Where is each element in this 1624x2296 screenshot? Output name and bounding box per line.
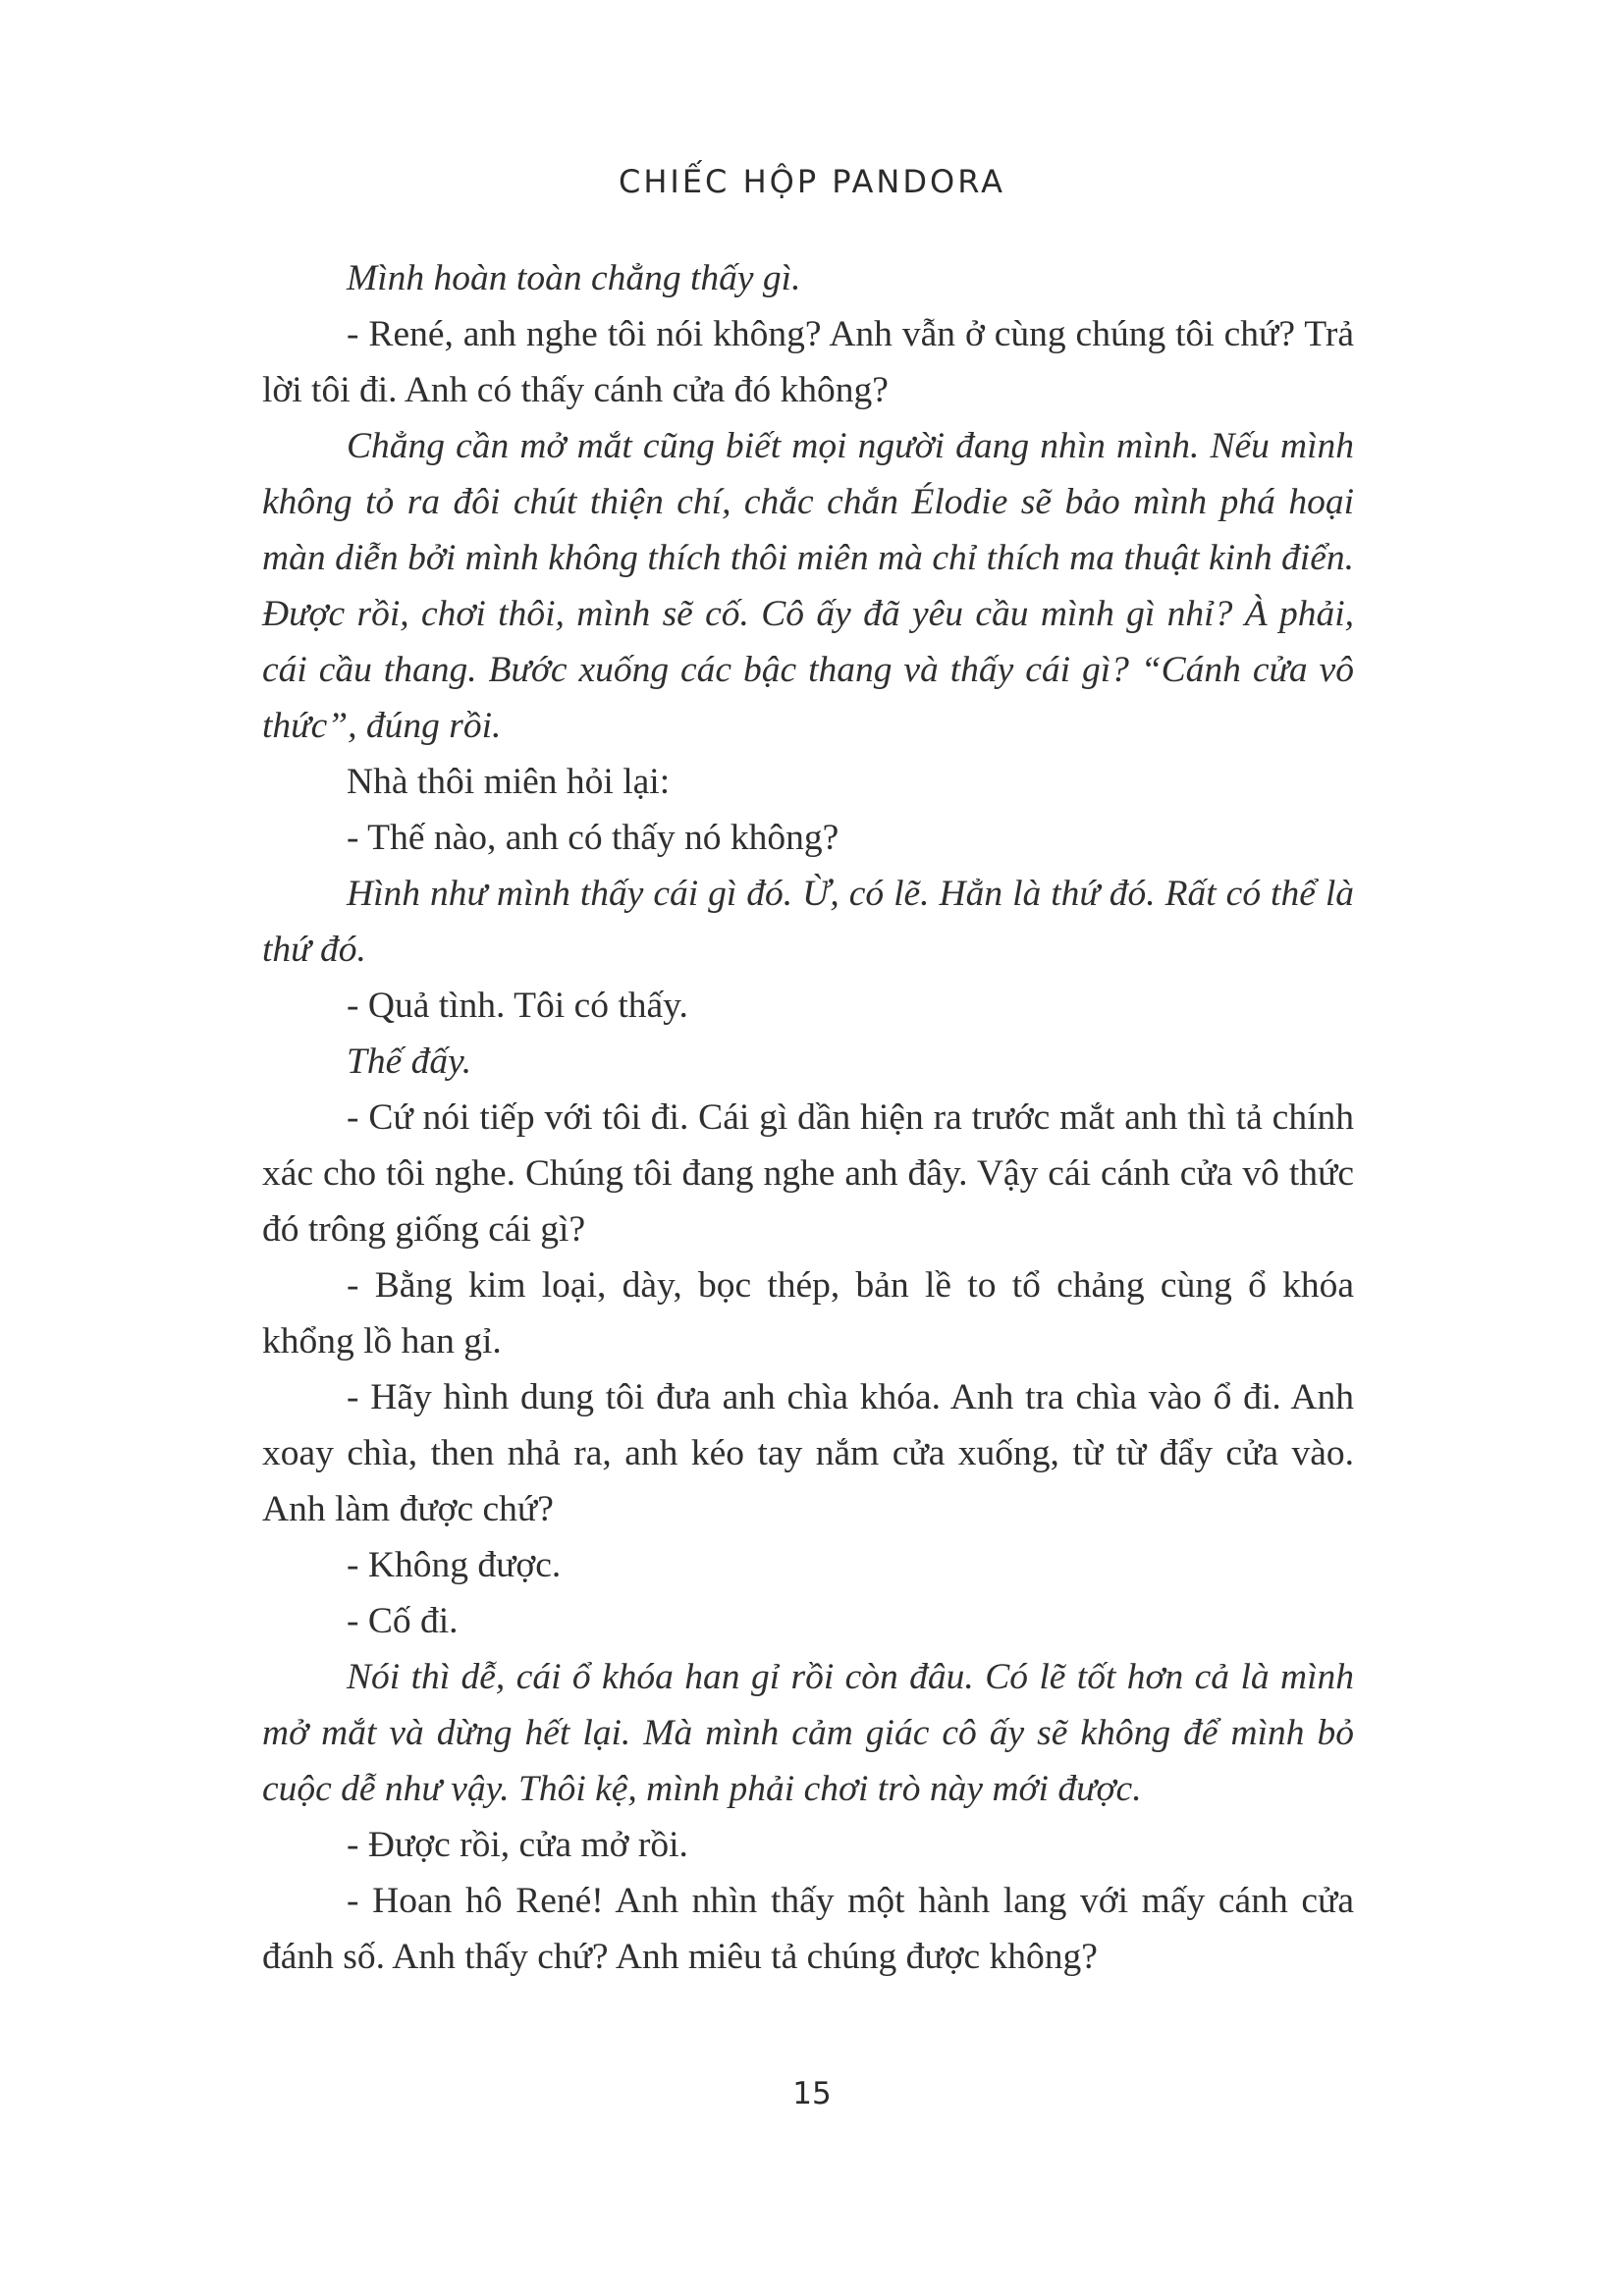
page-number: 15 — [792, 2076, 832, 2111]
paragraph: - Được rồi, cửa mở rồi. — [347, 1825, 688, 1865]
paragraph: Chẳng cần mở mắt cũng biết mọi người đang nhìn mình. Nếu mình không tỏ ra đôi chút thiện chí, chắc chắn Élodie sẽ bảo mình phá hoại màn diễn bởi mình không thích thôi miên mà chỉ thích ma thuật kinh điển. Được rồi, chơi thôi, mình sẽ cố. Cô ấy đã yêu cầu mình gì nhỉ? À phải, cái cầu thang. Bước xuống các bậc thang và thấy cái gì? “Cánh cửa vô thức”, đúng rồi. — [262, 426, 1354, 746]
paragraph: - Quả tình. Tôi có thấy. — [347, 986, 688, 1026]
paragraph: Thế đấy. — [347, 1041, 472, 1082]
body-text — [262, 250, 1354, 1985]
paragraph: - Hãy hình dung tôi đưa anh chìa khóa. Anh tra chìa vào ổ đi. Anh xoay chìa, then nhả ra, anh kéo tay nắm cửa xuống, từ từ đẩy cửa vào. Anh làm được chứ? — [262, 1377, 1354, 1529]
paragraph: Hình như mình thấy cái gì đó. Ừ, có lẽ. Hẳn là thứ đó. Rất có thể là thứ đó. — [262, 874, 1354, 970]
paragraph: - René, anh nghe tôi nói không? Anh vẫn ở cùng chúng tôi chứ? Trả lời tôi đi. Anh có thấy cánh cửa đó không? — [262, 314, 1354, 410]
paragraph: - Cố đi. — [347, 1601, 459, 1641]
paragraph: - Bằng kim loại, dày, bọc thép, bản lề to tổ chảng cùng ổ khóa khổng lồ han gỉ. — [262, 1265, 1354, 1362]
paragraph: Nhà thôi miên hỏi lại: — [347, 762, 671, 802]
running-header-title: CHIẾC HỘP PANDORA — [618, 163, 1006, 200]
paragraph: Mình hoàn toàn chẳng thấy gì. — [347, 258, 801, 298]
paragraph: - Không được. — [347, 1545, 562, 1585]
paragraph: Nói thì dễ, cái ổ khóa han gỉ rồi còn đâu. Có lẽ tốt hơn cả là mình mở mắt và dừng hết lại. Mà mình cảm giác cô ấy sẽ không để mình bỏ cuộc dễ như vậy. Thôi kệ, mình phải chơi trò này mới được. — [262, 1657, 1354, 1809]
paragraph: - Thế nào, anh có thấy nó không? — [347, 818, 839, 858]
paragraph: - Cứ nói tiếp với tôi đi. Cái gì dần hiện ra trước mắt anh thì tả chính xác cho tôi nghe. Chúng tôi đang nghe anh đây. Vậy cái cánh cửa vô thức đó trông giống cái gì? — [262, 1097, 1354, 1250]
paragraph: - Hoan hô René! Anh nhìn thấy một hành lang với mấy cánh cửa đánh số. Anh thấy chứ? Anh miêu tả chúng được không? — [262, 1881, 1354, 1977]
